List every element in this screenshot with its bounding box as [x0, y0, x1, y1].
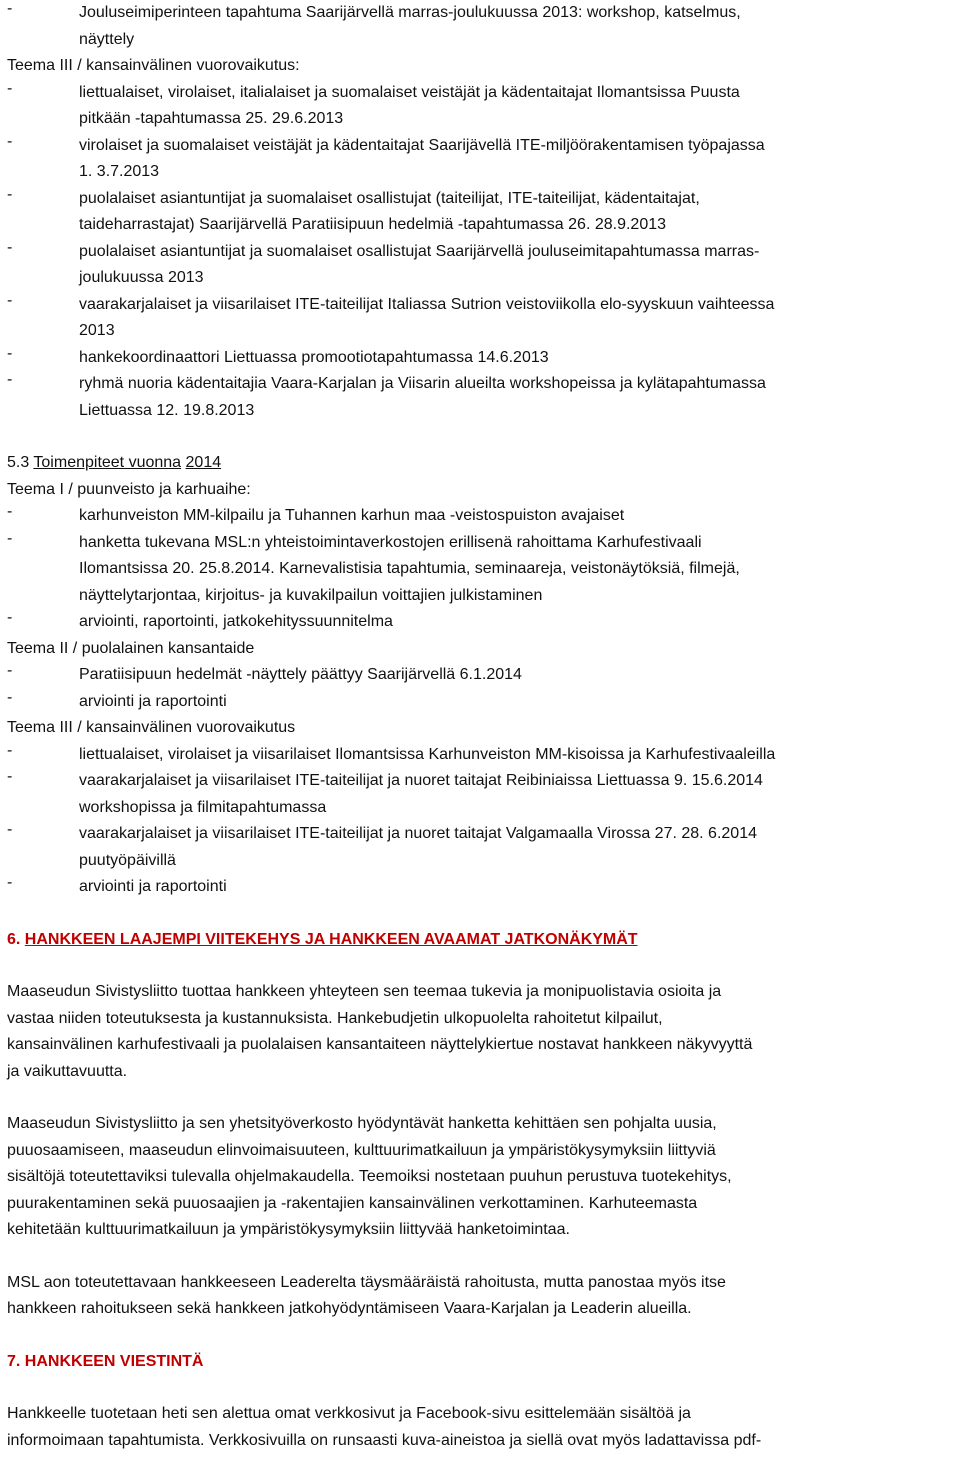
list-item: - virolaiset ja suomalaiset veistäjät ja kädentaitajat Saarijävellä ITE-miljöörakentamisen työpajassa 1. 3.7.2013 [7, 133, 960, 186]
list-item: - arviointi, raportointi, jatkokehityssuunnitelma [7, 609, 960, 636]
paragraph-line: Maaseudun Sivistysliitto tuottaa hankkeen yhteyteen sen teemaa tukevia ja monipuolistavia osioita ja [7, 983, 722, 1000]
paragraph-line: hankkeen rahoitukseen sekä hankkeen jatkohyödyntämiseen Vaara-Karjalan ja Leaderin alueilla. [7, 1300, 692, 1317]
list-item: - puolalaiset asiantuntijat ja suomalaiset osallistujat (taiteilijat, ITE-taiteilijat, kädentaitajat, taideharrastajat) Saarijärvellä Paratiisipuun hedelmiä -tapahtumassa 26. 28.9.2013 [7, 186, 960, 239]
section-heading-5-3 [7, 450, 960, 477]
list-item-line: Ilomantsissa 20. 25.8.2014. Karnevalistisia tapahtumia, seminaareja, veistonäytöksiä, filmejä, [79, 560, 740, 577]
section-title: HANKKEEN VIESTINTÄ [24, 1352, 204, 1370]
paragraph-line: Maaseudun Sivistysliitto ja sen yhetsityöverkosto hyödyntävät hanketta kehittäen sen pohjalta uusia, [7, 1115, 717, 1132]
theme-heading: Teema III / kansainvälinen vuorovaikutus: [7, 57, 300, 74]
section-number: 6. [7, 930, 21, 948]
paragraph-line: puurakentaminen sekä puuosaajien ja -rakentajien kansainvälinen verkottaminen. Karhuteemasta [7, 1194, 698, 1212]
list-item: - ryhmä nuoria kädentaitajia Vaara-Karjalan ja Viisarin alueilta workshopeissa ja kylätapahtumassa Liettuassa 12. 19.8.2013 [7, 371, 960, 424]
list-item-line: 2013 [79, 322, 115, 339]
list-item-line: puolalaiset asiantuntijat ja suomalaiset osallistujat Saarijärvellä jouluseimitapahtumassa marras- [79, 242, 760, 260]
list-item: - Paratiisipuun hedelmät -näyttely päättyy Saarijärvellä 6.1.2014 [7, 662, 960, 689]
list-item-line: hanketta tukevana MSL:n yhteistoimintaverkostojen erillisenä rahoittama Karhufestivaali [79, 533, 702, 551]
list-item-line: puolalaiset asiantuntijat ja suomalaiset osallistujat (taiteilijat, ITE-taiteilijat, kädentaitajat, [79, 189, 700, 207]
list-item-line: hankekoordinaattori Liettuassa promootiotapahtumassa 14.6.2013 [79, 348, 549, 366]
list-item-line: virolaiset ja suomalaiset veistäjät ja kädentaitajat Saarijävellä ITE-miljöörakentamisen työpajassa [79, 136, 765, 154]
list-item-line: ryhmä nuoria kädentaitajia Vaara-Karjalan ja Viisarin alueilta workshopeissa ja kylätapahtumassa [79, 375, 766, 392]
list-item-line: arviointi ja raportointi [79, 878, 227, 895]
list-item-line: liettualaiset, virolaiset ja viisarilaiset Ilomantsissa Karhunveiston MM-kisoissa ja Karhufestivaaleilla [79, 745, 776, 763]
list-item-line: näyttely [79, 30, 135, 48]
list-item: - arviointi ja raportointi [7, 874, 960, 901]
section-title-part: Toimenpiteet vuonna [33, 454, 182, 471]
list-item-line: workshopissa ja filmitapahtumassa [79, 798, 327, 816]
list-item-line: vaarakarjalaiset ja viisarilaiset ITE-taiteilijat ja nuoret taitajat Reibiniaissa Liettuassa 9. 15.6.2014 [79, 772, 763, 789]
paragraph-line: Hankkeelle tuotetaan heti sen alettua omat verkkosivut ja Facebook-sivu esittelemään sisältöä ja [7, 1405, 691, 1422]
list-item: - arviointi ja raportointi [7, 689, 960, 716]
list-item-line: karhunveiston MM-kilpailu ja Tuhannen karhun maa -veistospuiston avajaiset [79, 507, 625, 524]
list-item-line: pitkään -tapahtumassa 25. 29.6.2013 [79, 110, 344, 127]
list-item-line: puutyöpäivillä [79, 851, 176, 869]
list-item-line: Paratiisipuun hedelmät -näyttely päättyy Saarijärvellä 6.1.2014 [79, 666, 522, 683]
theme-heading: Teema II / puolalainen kansantaide [7, 639, 255, 657]
list-item: - Jouluseimiperinteen tapahtuma Saarijärvellä marras-joulukuussa 2013: workshop, katselmus, näyttely [7, 0, 960, 53]
paragraph [7, 1270, 960, 1323]
paragraph-line: puuosaamiseen, maaseudun elinvoimaisuuteen, kulttuurimatkailuun ja ympäristökysymyksiin liittyviä [7, 1141, 716, 1159]
list-item-line: arviointi, raportointi, jatkokehityssuunnitelma [79, 613, 393, 630]
theme-heading: Teema III / kansainvälinen vuorovaikutus [7, 719, 296, 736]
list-item-line: taideharrastajat) Saarijärvellä Paratiisipuun hedelmiä -tapahtumassa 26. 28.9.2013 [79, 216, 667, 233]
list-item-line: liettualaiset, virolaiset, italialaiset ja suomalaiset veistäjät ja kädentaitajat Ilomantsissa Puusta [79, 83, 740, 101]
section-number: 5.3 [7, 454, 30, 471]
section-title-year: 2014 [185, 454, 222, 471]
list-item: - karhunveiston MM-kilpailu ja Tuhannen karhun maa -veistospuiston avajaiset [7, 503, 960, 530]
paragraph [7, 1111, 960, 1244]
section-title: HANKKEEN LAAJEMPI VIITEKEHYS JA HANKKEEN AVAAMAT JATKONÄKYMÄT [24, 930, 638, 948]
paragraph-line: sisältöjä toteutettaviksi tulevalla ohjelmakaudella. Teemoiksi nostetaan puuhun perustuva tuotekehitys, [7, 1168, 732, 1185]
paragraph-line: MSL aon toteutettavaan hankkeeseen Leaderelta täysmääräistä rahoitusta, mutta panostaa myös itse [7, 1273, 726, 1291]
section-heading-7 [7, 1349, 960, 1376]
paragraph-line: vastaa niiden toteutuksesta ja kustannuksista. Hankebudjetin ulkopuolelta rahoitetut kilpailut, [7, 1009, 663, 1027]
list-item-line: joulukuussa 2013 [79, 269, 204, 286]
paragraph-line: informoimaan tapahtumista. Verkkosivuilla on runsaasti kuva-aineistoa ja siellä ovat myös ladattavissa pdf- [7, 1431, 762, 1449]
list-item-line: Liettuassa 12. 19.8.2013 [79, 401, 255, 419]
paragraph-line: kehitetään kulttuurimatkailuun ja ympäristökysymyksiin liittyvää hanketoimintaa. [7, 1221, 570, 1238]
paragraph [7, 1401, 960, 1454]
list-item: - vaarakarjalaiset ja viisarilaiset ITE-taiteilijat ja nuoret taitajat Valgamaalla Virossa 27. 28. 6.2014 puutyöpäivillä [7, 821, 960, 874]
paragraph-line: kansainvälinen karhufestivaali ja puolalaisen kansantaiteen näyttelykiertue nostavat hankkeen näkyvyyttä [7, 1036, 753, 1053]
list-item: - vaarakarjalaiset ja viisarilaiset ITE-taiteilijat ja nuoret taitajat Reibiniaissa Liettuassa 9. 15.6.2014 workshopissa ja filmitapahtumassa [7, 768, 960, 821]
list-item: - liettualaiset, virolaiset ja viisarilaiset Ilomantsissa Karhunveiston MM-kisoissa ja Karhufestivaaleilla [7, 742, 960, 769]
list-item-line: näyttelytarjontaa, kirjoitus- ja kuvakilpailun voittajien julkistaminen [79, 586, 543, 604]
list-item: - vaarakarjalaiset ja viisarilaiset ITE-taiteilijat Italiassa Sutrion veistoviikolla elo-syyskuun vaihteessa 2013 [7, 292, 960, 345]
list-item: - puolalaiset asiantuntijat ja suomalaiset osallistujat Saarijärvellä jouluseimitapahtumassa marras- joulukuussa 2013 [7, 239, 960, 292]
theme-heading: Teema I / puunveisto ja karhuaihe: [7, 480, 251, 498]
section-heading-6 [7, 927, 960, 954]
list-item: - liettualaiset, virolaiset, italialaiset ja suomalaiset veistäjät ja kädentaitajat Ilomantsissa Puusta pitkään -tapahtumassa 25. 29.6.2013 [7, 80, 960, 133]
paragraph [7, 979, 960, 1085]
list-item-line: arviointi ja raportointi [79, 692, 227, 710]
list-item-line: Jouluseimiperinteen tapahtuma Saarijärvellä marras-joulukuussa 2013: workshop, katselmus, [79, 4, 741, 21]
paragraph-line: ja vaikuttavuutta. [7, 1062, 128, 1080]
list-item: - hankekoordinaattori Liettuassa promootiotapahtumassa 14.6.2013 [7, 345, 960, 372]
list-item-line: 1. 3.7.2013 [79, 163, 160, 180]
list-item: - hanketta tukevana MSL:n yhteistoimintaverkostojen erillisenä rahoittama Karhufestivaali Ilomantsissa 20. 25.8.2014. Karnevalistisia tapahtumia, seminaareja, veistonäytöksiä, filmejä, näyttelytarjontaa, kirjoitus- ja kuvakilpailun voittajien julkistaminen [7, 530, 960, 610]
section-number: 7. [7, 1352, 21, 1370]
list-item-line: vaarakarjalaiset ja viisarilaiset ITE-taiteilijat Italiassa Sutrion veistoviikolla elo-syyskuun vaihteessa [79, 295, 775, 313]
list-item-line: vaarakarjalaiset ja viisarilaiset ITE-taiteilijat ja nuoret taitajat Valgamaalla Virossa 27. 28. 6.2014 [79, 825, 757, 842]
